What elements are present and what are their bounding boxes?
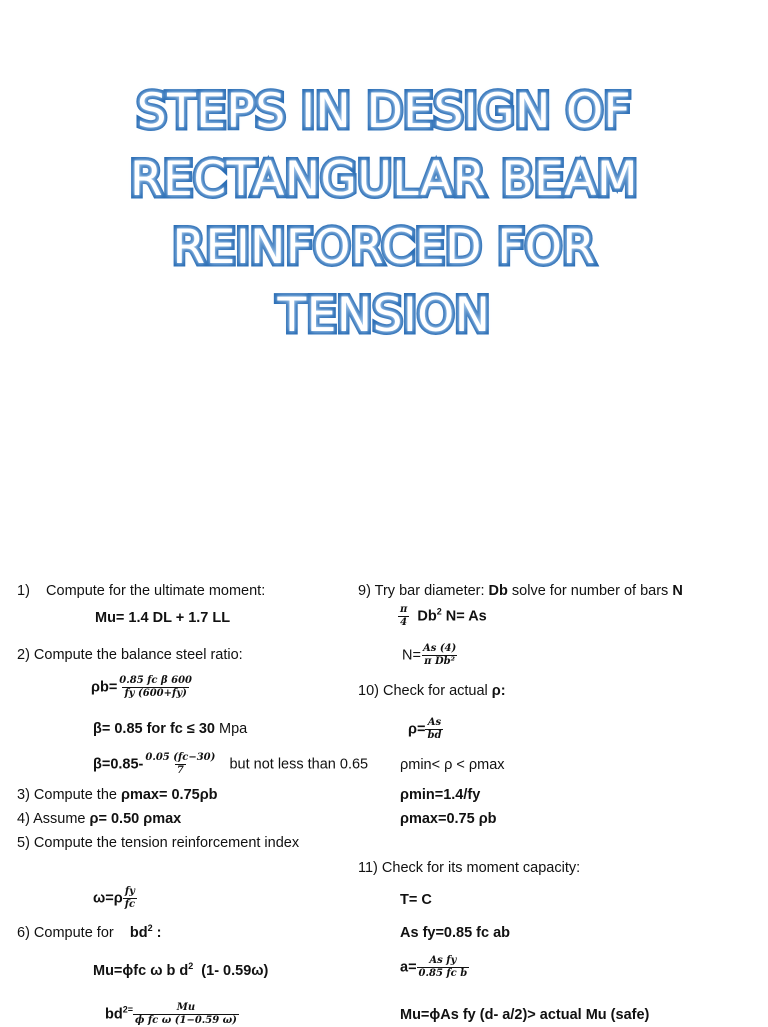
mu2-sup: 2 bbox=[188, 961, 194, 972]
mu2-a: Mu=ϕfc ω b d bbox=[93, 963, 189, 979]
pi-fraction bbox=[398, 604, 409, 629]
step-9-c: solve for number of bars bbox=[511, 583, 669, 599]
rho-lhs: ρ= bbox=[408, 721, 426, 738]
moment-capacity-formula: Mu=ϕAs fy (d- a/2)> actual Mu (safe) bbox=[400, 1007, 650, 1023]
rho-fraction bbox=[425, 717, 443, 742]
step-6-bd: bd bbox=[129, 925, 148, 941]
step-10-text: 10) Check for actual bbox=[358, 683, 488, 699]
step-3-text: 3) Compute the bbox=[17, 787, 117, 803]
beta-condition-1 bbox=[93, 720, 247, 738]
step-4 bbox=[17, 810, 181, 828]
step-6-sup: 2 bbox=[147, 923, 153, 934]
step-1-number: 1) bbox=[17, 583, 30, 599]
omega-denominator: fc bbox=[124, 899, 136, 910]
balance-ratio-formula bbox=[91, 675, 194, 700]
step-1-text: Compute for the ultimate moment: bbox=[46, 583, 266, 599]
db-b: N= As bbox=[445, 608, 487, 625]
db-sup: 2 bbox=[436, 606, 442, 617]
beta-condition-2 bbox=[93, 752, 368, 777]
title-line-3: REINFORCED FOR bbox=[172, 220, 596, 275]
step-10-rho: ρ: bbox=[491, 683, 506, 699]
n-denominator: π Db² bbox=[424, 656, 456, 667]
title-line-1: STEPS IN DESIGN OF bbox=[136, 84, 632, 139]
rho-min-formula: ρmin=1.4/fy bbox=[400, 787, 481, 803]
step-6 bbox=[17, 924, 161, 942]
beta-numerator: 0.05 (fc−30) bbox=[145, 752, 216, 763]
rho-range: ρmin< ρ < ρmax bbox=[400, 757, 505, 773]
title-line-4: TENSION bbox=[277, 288, 491, 343]
a-lhs: a= bbox=[400, 959, 417, 976]
step-9-db: Db bbox=[488, 583, 508, 599]
pi-numerator: π bbox=[400, 604, 408, 615]
rho-max-formula: ρmax=0.75 ρb bbox=[400, 811, 497, 827]
t-equals-c: T= C bbox=[400, 892, 432, 908]
n-fraction bbox=[421, 643, 458, 668]
omega-formula bbox=[93, 886, 137, 911]
step-4-formula: ρ= 0.50 ρmax bbox=[89, 811, 182, 827]
step-6-text: 6) Compute for bbox=[17, 925, 114, 941]
pb-denominator: fy (600+fy) bbox=[124, 688, 187, 699]
bd-numerator: Mu bbox=[176, 1002, 196, 1013]
omega-fraction bbox=[123, 886, 137, 911]
pb-fraction bbox=[117, 675, 194, 700]
bd2-formula bbox=[105, 1002, 239, 1027]
step-3-formula: ρmax= 0.75ρb bbox=[120, 787, 218, 803]
title-line-2: RECTANGULAR BEAM bbox=[129, 152, 639, 207]
beta-denominator: 7 bbox=[176, 765, 184, 776]
mu2-b: (1- 0.59ω) bbox=[201, 963, 269, 979]
bd-denominator: ϕ fc ω (1−0.59 ω) bbox=[134, 1015, 237, 1026]
force-equilibrium-formula: As fy=0.85 fc ab bbox=[400, 925, 511, 941]
step-3 bbox=[17, 786, 218, 804]
step-11: 11) Check for its moment capacity: bbox=[358, 860, 581, 876]
step-2: 2) Compute the balance steel ratio: bbox=[17, 647, 243, 663]
step-9-a: 9) Try bar diameter: bbox=[358, 583, 485, 599]
ultimate-moment-formula: Mu= 1.4 DL + 1.7 LL bbox=[95, 610, 231, 626]
bd-lhs: bd bbox=[105, 1006, 123, 1023]
step-10 bbox=[358, 682, 506, 700]
step-1 bbox=[17, 582, 265, 600]
step-9 bbox=[358, 582, 683, 600]
db-a: Db bbox=[417, 608, 437, 625]
depth-a-formula bbox=[400, 955, 469, 980]
beta-condition-1-text: β= 0.85 for fc ≤ 30 bbox=[93, 721, 215, 737]
omega-lhs: ω=ρ bbox=[93, 890, 123, 907]
bd-sup: 2= bbox=[122, 1004, 133, 1015]
step-6-colon: : bbox=[156, 925, 162, 941]
step-5: 5) Compute the tension reinforcement index bbox=[17, 835, 300, 851]
moment-omega-formula bbox=[93, 962, 268, 980]
document-title bbox=[0, 78, 768, 350]
a-numerator: As fy bbox=[429, 955, 457, 966]
actual-rho-formula bbox=[408, 717, 443, 742]
beta-fraction bbox=[143, 752, 217, 777]
omega-numerator: fy bbox=[124, 886, 135, 897]
bar-area-formula bbox=[398, 604, 487, 629]
step-9-n: N bbox=[672, 583, 683, 599]
pb-numerator: 0.85 fc β 600 bbox=[119, 675, 193, 686]
beta-condition-1-unit: Mpa bbox=[219, 721, 248, 737]
rho-denominator: bd bbox=[427, 730, 442, 741]
n-numerator: As (4) bbox=[422, 643, 457, 654]
pb-lhs: ρb= bbox=[91, 679, 118, 696]
pi-denominator: 4 bbox=[400, 617, 408, 628]
rho-numerator: As bbox=[427, 717, 442, 728]
beta-tail: but not less than 0.65 bbox=[229, 756, 369, 773]
n-lhs: N= bbox=[402, 647, 421, 664]
beta-lhs: β=0.85- bbox=[93, 756, 144, 773]
number-of-bars-formula bbox=[402, 643, 458, 668]
a-fraction bbox=[417, 955, 470, 980]
a-denominator: 0.85 fc b bbox=[418, 968, 468, 979]
step-4-text: 4) Assume bbox=[17, 811, 86, 827]
bd-fraction bbox=[133, 1002, 239, 1027]
